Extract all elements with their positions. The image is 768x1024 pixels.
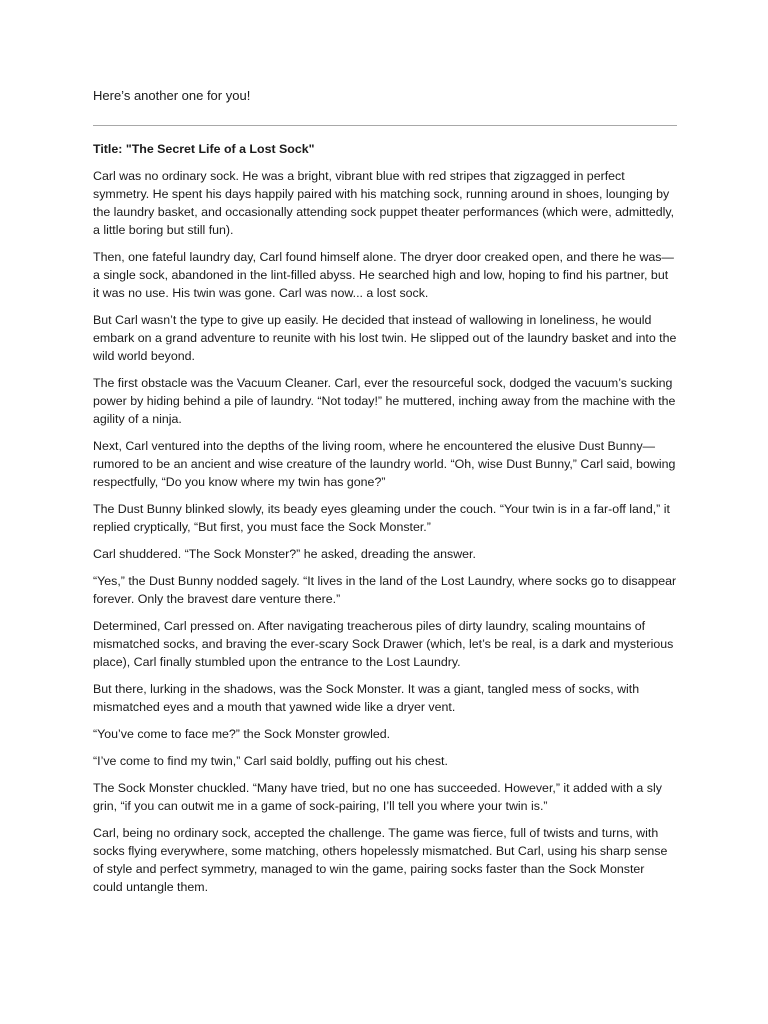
paragraph: Next, Carl ventured into the depths of the living room, where he encountered the elusive Dust Bunny—rumored to be an ancient and wise creature of the laundry world. “Oh, wise Dust Bunny,” Carl said, bowing respectfully, “Do you know where my twin has gone?” bbox=[93, 439, 676, 489]
paragraph: “You’ve come to face me?” the Sock Monster growled. bbox=[93, 727, 391, 741]
paragraph: The Dust Bunny blinked slowly, its beady eyes gleaming under the couch. “Your twin is in a far-off land,” it replied cryptically, “But first, you must face the Sock Monster.” bbox=[93, 502, 670, 534]
story-body bbox=[93, 167, 677, 896]
paragraph: Carl shuddered. “The Sock Monster?” he asked, dreading the answer. bbox=[93, 547, 476, 561]
paragraph: “I’ve come to find my twin,” Carl said boldly, puffing out his chest. bbox=[93, 754, 448, 768]
paragraph: The Sock Monster chuckled. “Many have tried, but no one has succeeded. However,” it added with a sly grin, “if you can outwit me in a game of sock-pairing, I’ll tell you where your twin is.” bbox=[93, 781, 662, 813]
paragraph: Carl, being no ordinary sock, accepted the challenge. The game was fierce, full of twists and turns, with socks flying everywhere, some matching, others hopelessly mismatched. But Carl, using his sharp sense of style and perfect symmetry, managed to win the game, pairing socks faster than the Sock Monster could untangle them. bbox=[93, 826, 668, 894]
horizontal-divider bbox=[93, 125, 677, 126]
paragraph: Then, one fateful laundry day, Carl found himself alone. The dryer door creaked open, and there he was—a single sock, abandoned in the lint-filled abyss. He searched high and low, hoping to find his partner, but it was no use. His twin was gone. Carl was now... a lost sock. bbox=[93, 250, 674, 300]
story-title: Title: "The Secret Life of a Lost Sock" bbox=[93, 142, 315, 156]
paragraph: But Carl wasn’t the type to give up easily. He decided that instead of wallowing in loneliness, he would embark on a grand adventure to reunite with his lost twin. He slipped out of the laundry basket and into the wild world beyond. bbox=[93, 313, 677, 363]
paragraph: Carl was no ordinary sock. He was a bright, vibrant blue with red stripes that zigzagged in perfect symmetry. He spent his days happily paired with his matching sock, running around in shoes, lounging by the laundry basket, and occasionally attending sock puppet theater performances (which were, admittedly, a little boring but still fun). bbox=[93, 169, 675, 237]
paragraph: “Yes,” the Dust Bunny nodded sagely. “It lives in the land of the Lost Laundry, where socks go to disappear forever. Only the bravest dare venture there.” bbox=[93, 574, 677, 606]
paragraph: The first obstacle was the Vacuum Cleaner. Carl, ever the resourceful sock, dodged the vacuum’s sucking power by hiding behind a pile of laundry. “Not today!” he muttered, inching away from the machine with the agility of a ninja. bbox=[93, 376, 676, 426]
paragraph: But there, lurking in the shadows, was the Sock Monster. It was a giant, tangled mess of socks, with mismatched eyes and a mouth that yawned wide like a dryer vent. bbox=[93, 682, 640, 714]
document-page bbox=[93, 87, 677, 905]
paragraph: Determined, Carl pressed on. After navigating treacherous piles of dirty laundry, scaling mountains of mismatched socks, and braving the ever-scary Sock Drawer (which, let’s be real, is a dark and mysterious place), Carl finally stumbled upon the entrance to the Lost Laundry. bbox=[93, 619, 674, 669]
intro-text: Here’s another one for you! bbox=[93, 88, 251, 103]
